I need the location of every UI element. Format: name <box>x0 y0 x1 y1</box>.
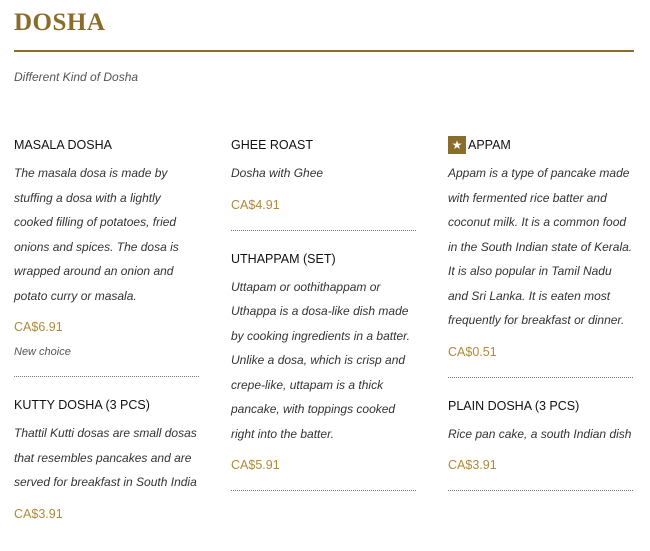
item-price: CA$3.91 <box>448 458 497 472</box>
item-description: Dosha with Ghee <box>231 166 324 180</box>
item-description: Thattil Kutti dosas are small dosas that resembles pancakes and are served for breakfast in South India <box>14 426 197 489</box>
section-subtitle: Different Kind of Dosha <box>14 70 139 84</box>
menu-item[interactable] <box>448 396 633 473</box>
item-description: Rice pan cake, a south Indian dish <box>448 426 632 441</box>
menu-item[interactable] <box>14 135 199 358</box>
title-divider <box>14 50 634 52</box>
item-name: UTHAPPAM (SET) <box>231 251 336 266</box>
item-description: Uttapam or oothithappam or Uthappa is a dosa-like dish made by cooking ingredients in a batter. Unlike a dosa, which is crisp and crepe-like, uttapam is a thick pancake, with toppings cooked right into the batter. <box>231 279 410 441</box>
item-price: CA$3.91 <box>14 506 63 521</box>
section-title: DOSHA <box>14 9 106 36</box>
item-name: KUTTY DOSHA (3 PCS) <box>14 398 150 412</box>
menu-header <box>14 6 634 52</box>
item-price: CA$5.91 <box>231 458 280 472</box>
item-divider <box>231 230 416 231</box>
item-description: The masala dosa is made by stuffing a dosa with a lightly cooked filling of potatoes, fried onions and spices. The dosa is wrapped around an onion and potato curry or masala. <box>14 166 179 303</box>
item-price: CA$6.91 <box>14 320 63 334</box>
item-note: New choice <box>14 346 71 358</box>
menu-column-2 <box>231 135 416 509</box>
menu-column-3 <box>448 135 633 509</box>
item-name: MASALA DOSHA <box>14 138 112 152</box>
menu-item[interactable] <box>14 395 199 521</box>
item-name: PLAIN DOSHA (3 PCS) <box>448 398 580 413</box>
item-price: CA$0.51 <box>448 344 497 359</box>
item-name-row <box>448 135 633 155</box>
menu-item[interactable] <box>231 249 416 473</box>
menu-item[interactable] <box>231 135 416 212</box>
item-divider <box>448 377 633 378</box>
item-divider <box>231 490 416 491</box>
star-icon: ★ <box>448 136 466 154</box>
item-name: GHEE ROAST <box>231 138 313 152</box>
item-divider <box>14 376 199 377</box>
menu-item[interactable] <box>448 135 633 359</box>
item-name: APPAM <box>468 138 511 152</box>
menu-column-1 <box>14 135 199 531</box>
item-description: Appam is a type of pancake made with fermented rice batter and coconut milk. It is a common food in the South Indian state of Kerala. It is also popular in Tamil Nadu and Sri Lanka. It is eaten most frequently for breakfast or dinner. <box>448 166 633 327</box>
item-divider <box>448 490 633 491</box>
item-price: CA$4.91 <box>231 197 280 212</box>
